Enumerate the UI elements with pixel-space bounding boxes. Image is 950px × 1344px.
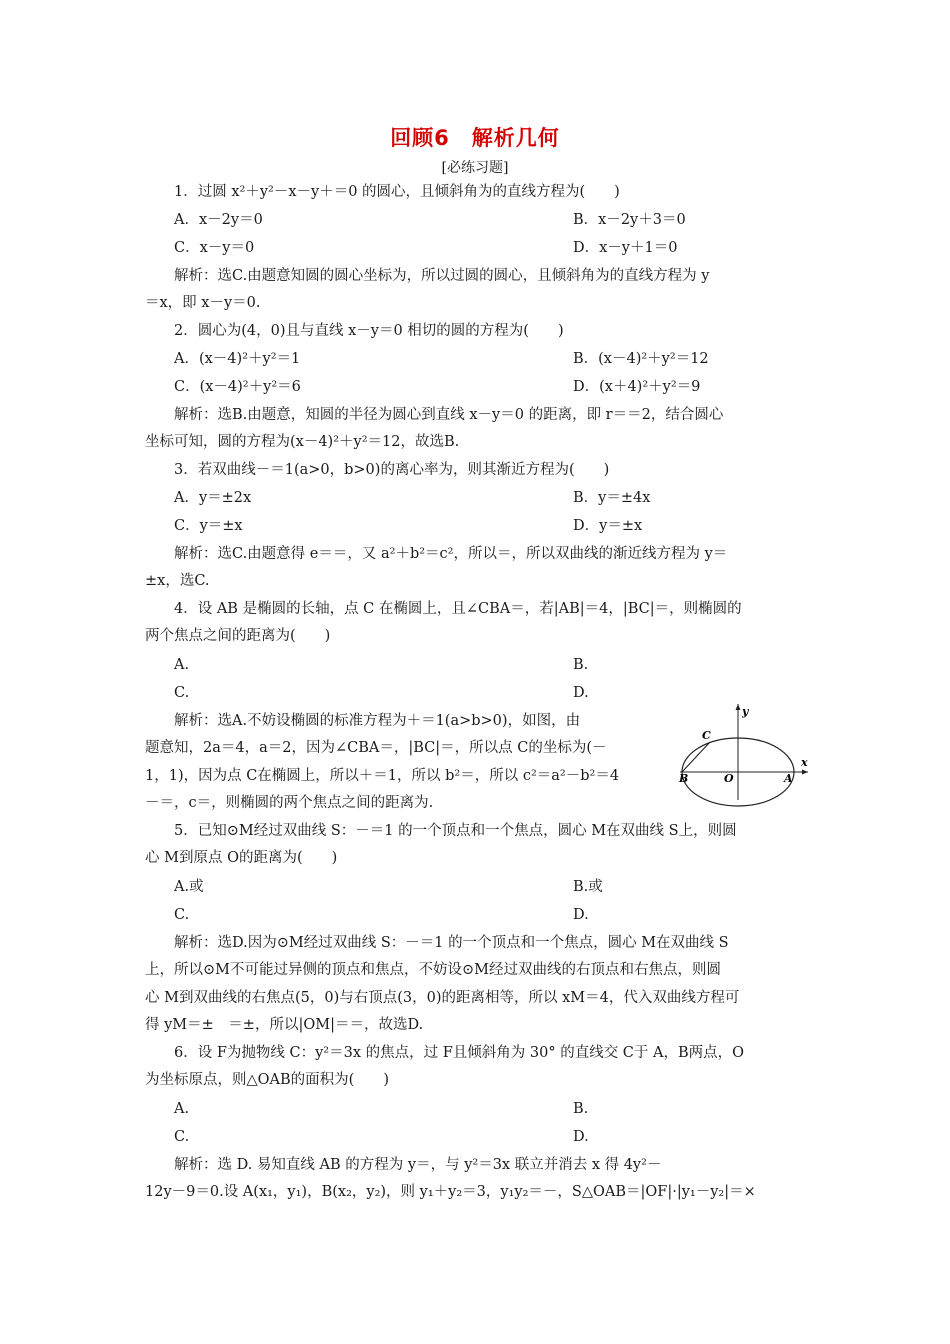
q5-option-b: B.或 [573, 879, 603, 895]
label-y: y [742, 705, 749, 718]
q6-option-a: A. [174, 1101, 190, 1117]
question-6-stem: 6．设 F为抛物线 C：y²＝3x 的焦点，过 F且倾斜角为 30° 的直线交 C于 A，B两点，O [174, 1045, 745, 1061]
label-a: A [784, 772, 793, 785]
q5-solution-line: 心 M到双曲线的右焦点(5，0)与右顶点(3，0)的距离相等，所以 xM＝4，代入双曲线方程可 [145, 990, 740, 1006]
label-b: B [679, 772, 689, 785]
q3-solution-line: 解析：选C.由题意得 e＝＝，又 a²＋b²＝c²，所以＝，所以双曲线的渐近线方程为 y＝ [174, 546, 728, 562]
q4-solution-line: 1，1)，因为点 C在椭圆上，所以＋＝1，所以 b²＝，所以 c²＝a²－b²＝4 [145, 768, 620, 784]
question-5-stem-cont: 心 M到原点 O的距离为( ) [145, 850, 338, 866]
segment-bc [682, 742, 710, 772]
q6-option-c: C. [174, 1129, 190, 1145]
q5-solution-line: 上，所以⊙M不可能过异侧的顶点和焦点，不妨设⊙M经过双曲线的右顶点和右焦点，则圆 [145, 962, 721, 978]
q6-option-b: B. [573, 1101, 589, 1117]
q4-solution-line: 解析：选A.不妨设椭圆的标准方程为＋＝1(a>b>0)，如图，由 [174, 713, 581, 729]
q4-option-d: D. [573, 685, 589, 701]
section-subtitle: [必练习题] [441, 160, 509, 176]
q1-option-d: D．x－y＋1＝0 [573, 240, 678, 256]
q4-option-c: C. [174, 685, 190, 701]
q2-option-b: B．(x－4)²＋y²＝12 [573, 351, 709, 367]
page-title: 回顾6 解析几何 [390, 126, 560, 150]
question-4-stem-cont: 两个焦点之间的距离为( ) [145, 628, 331, 644]
q5-option-a: A.或 [174, 879, 204, 895]
q6-solution-line: 解析：选 D. 易知直线 AB 的方程为 y＝，与 y²＝3x 联立并消去 x 得 4y²－ [174, 1157, 662, 1173]
y-axis-arrow [736, 704, 741, 710]
q3-option-d: D．y＝±x [573, 518, 643, 534]
q2-option-d: D．(x＋4)²＋y²＝9 [573, 379, 701, 395]
q4-solution-line: －＝，c＝，则椭圆的两个焦点之间的距离为. [145, 795, 434, 811]
q2-solution-line: 坐标可知，圆的方程为(x－4)²＋y²＝12，故选B. [145, 434, 460, 450]
q3-option-a: A．y＝±2x [174, 490, 252, 506]
question-4-stem: 4．设 AB 是椭圆的长轴，点 C 在椭圆上，且∠CBA＝，若|AB|＝4，|BC|＝，则椭圆的 [174, 601, 742, 617]
q5-solution-line: 得 yM＝± ＝±，所以|OM|＝＝，故选D. [145, 1017, 424, 1033]
q6-option-d: D. [573, 1129, 589, 1145]
q1-option-a: A．x－2y＝0 [174, 212, 263, 228]
q5-solution-line: 解析：选D.因为⊙M经过双曲线 S：－＝1 的一个顶点和一个焦点，圆心 M在双曲线 S [174, 935, 729, 951]
q3-solution-line: ±x，选C. [145, 573, 210, 589]
question-6-stem-cont: 为坐标原点，则△OAB的面积为( ) [145, 1072, 389, 1088]
q6-solution-line: 12y－9＝0.设 A(x₁，y₁)，B(x₂，y₂)，则 y₁＋y₂＝3，y₁y₂＝－，S△OAB＝|OF|·|y₁－y₂|＝× [145, 1184, 756, 1200]
question-2-stem: 2．圆心为(4，0)且与直线 x－y＝0 相切的圆的方程为( ) [174, 323, 564, 339]
label-c: C [702, 729, 711, 742]
q2-option-a: A．(x－4)²＋y²＝1 [174, 351, 301, 367]
q5-option-c: C. [174, 907, 190, 923]
x-axis-arrow [802, 770, 808, 775]
q1-option-b: B．x－2y＋3＝0 [573, 212, 686, 228]
q4-solution-line: 题意知，2a＝4，a＝2，因为∠CBA＝，|BC|＝，所以点 C的坐标为(－ [145, 740, 607, 756]
q2-option-c: C．(x－4)²＋y²＝6 [174, 379, 301, 395]
q2-solution-line: 解析：选B.由题意，知圆的半径为圆心到直线 x－y＝0 的距离，即 r＝＝2，结合圆心 [174, 407, 724, 423]
q1-option-c: C．x－y＝0 [174, 240, 255, 256]
label-o: O [724, 772, 734, 785]
label-x: x [801, 756, 808, 769]
question-5-stem: 5．已知⊙M经过双曲线 S：－＝1 的一个顶点和一个焦点，圆心 M在双曲线 S上，则圆 [174, 823, 737, 839]
question-1-stem: 1．过圆 x²＋y²－x－y＋＝0 的圆心，且倾斜角为的直线方程为( ) [174, 184, 620, 200]
q1-solution-line: 解析：选C.由题意知圆的圆心坐标为，所以过圆的圆心，且倾斜角为的直线方程为 y [174, 268, 710, 284]
ellipse-figure [680, 702, 810, 800]
q3-option-b: B．y＝±4x [573, 490, 651, 506]
q4-option-a: A. [174, 657, 190, 673]
q4-option-b: B. [573, 657, 589, 673]
q1-solution-line: ＝x，即 x－y＝0. [145, 295, 261, 311]
q5-option-d: D. [573, 907, 589, 923]
q3-option-c: C．y＝±x [174, 518, 243, 534]
question-3-stem: 3．若双曲线－＝1(a>0，b>0)的离心率为，则其渐近方程为( ) [174, 462, 610, 478]
